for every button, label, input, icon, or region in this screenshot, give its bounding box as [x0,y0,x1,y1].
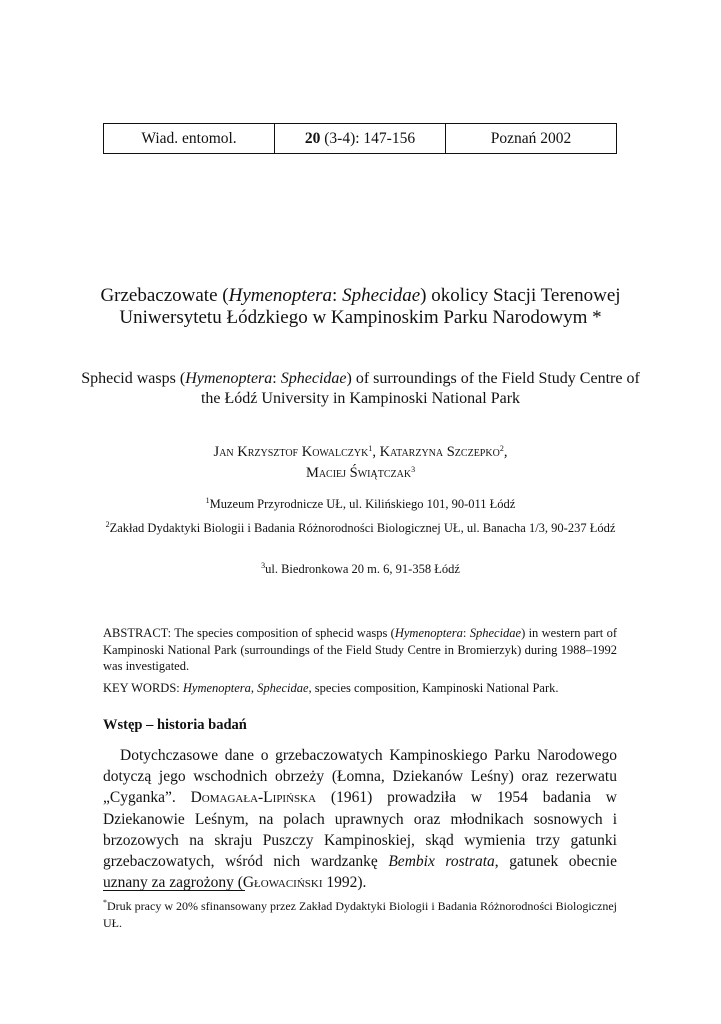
footnote: *Druk pracy w 20% sfinansowany przez Zakład Dydaktyki Biologii i Badania Różnorodności Biologicznej UŁ. [103,898,617,930]
journal-header-box [103,123,617,154]
volume-number: 20 [304,129,321,147]
issue-pages: (3-4): 147-156 [324,129,416,147]
author-1: Jan Krzysztof Kowalczyk [213,444,369,460]
abstract: ABSTRACT: The species composition of sphecid wasps (Hymenoptera: Sphecidae) in western part of Kampinoski National Park (surroundings of the Field Study Centre in Bromierzyk) during 1988–1992 was investigated. [103,626,618,673]
citation-author: Głowaciński [242,874,323,892]
author-2: Katarzyna Szczepko [379,444,500,460]
species-name: Bembix rostrata [388,853,495,871]
title-polish: Grzebaczowate (Hymenoptera: Sphecidae) okolicy Stacji Terenowej Uniwersytetu Łódzkiego w Kampinoskim Parku Narodowym * [100,285,621,328]
author-list: Jan Krzysztof Kowalczyk$^1$, Katarzyna Szczepko$^2$, Maciej Świątczak$^3$ [213,444,508,481]
title-english: Sphecid wasps (Hymenoptera: Sphecidae) of surroundings of the Field Study Centre of the Łódź University in Kampinoski National Park [81,370,640,407]
citation-author: Domagała-Lipińska [190,789,317,807]
volume-issue-pages [275,124,446,153]
place-year: Poznań 2002 [490,129,572,147]
affiliation-2: $^2$Zakład Dydaktyki Biologii i Badania Różnorodności Biologicznej UŁ, ul. Banacha 1/3, 90-237 Łódź [105,520,616,535]
footnote-divider [103,890,245,891]
author-3: Maciej Świątczak [305,465,412,481]
section-heading: Wstęp – historia badań [103,717,247,733]
body-paragraph: Dotychczasowe dane o grzebaczowatych Kampinoskiego Parku Narodowego dotyczą jego wschodnich obrzeży (Łomna, Dziekanów Leśny) oraz rezerwatu „Cyganka”. Domagała-Lipińska (1961) prowadziła w 1954 badania w Dziekanowie Leśnym, na polach uprawnych oraz młodnikach sosnowych i brzozowych na skraju Puszczy Kampinoskiej, skąd wymienia trzy gatunki grzebaczowatych, wśród nich wardzankę Bembix rostrata, gatunek obecnie uznany za zagrożony (Głowaciński 1992). [103,747,618,892]
affiliation-3: $^3$ul. Biedronkowa 20 m. 6, 91-358 Łódź [261,561,460,576]
journal-name: Wiad. entomol. [104,124,275,153]
key-words: KEY WORDS: Hymenoptera, Sphecidae, species composition, Kampinoski National Park. [103,681,559,695]
affiliation-1: $^1$Muzeum Przyrodnicze UŁ, ul. Kilińskiego 101, 90-011 Łódź [205,496,516,511]
